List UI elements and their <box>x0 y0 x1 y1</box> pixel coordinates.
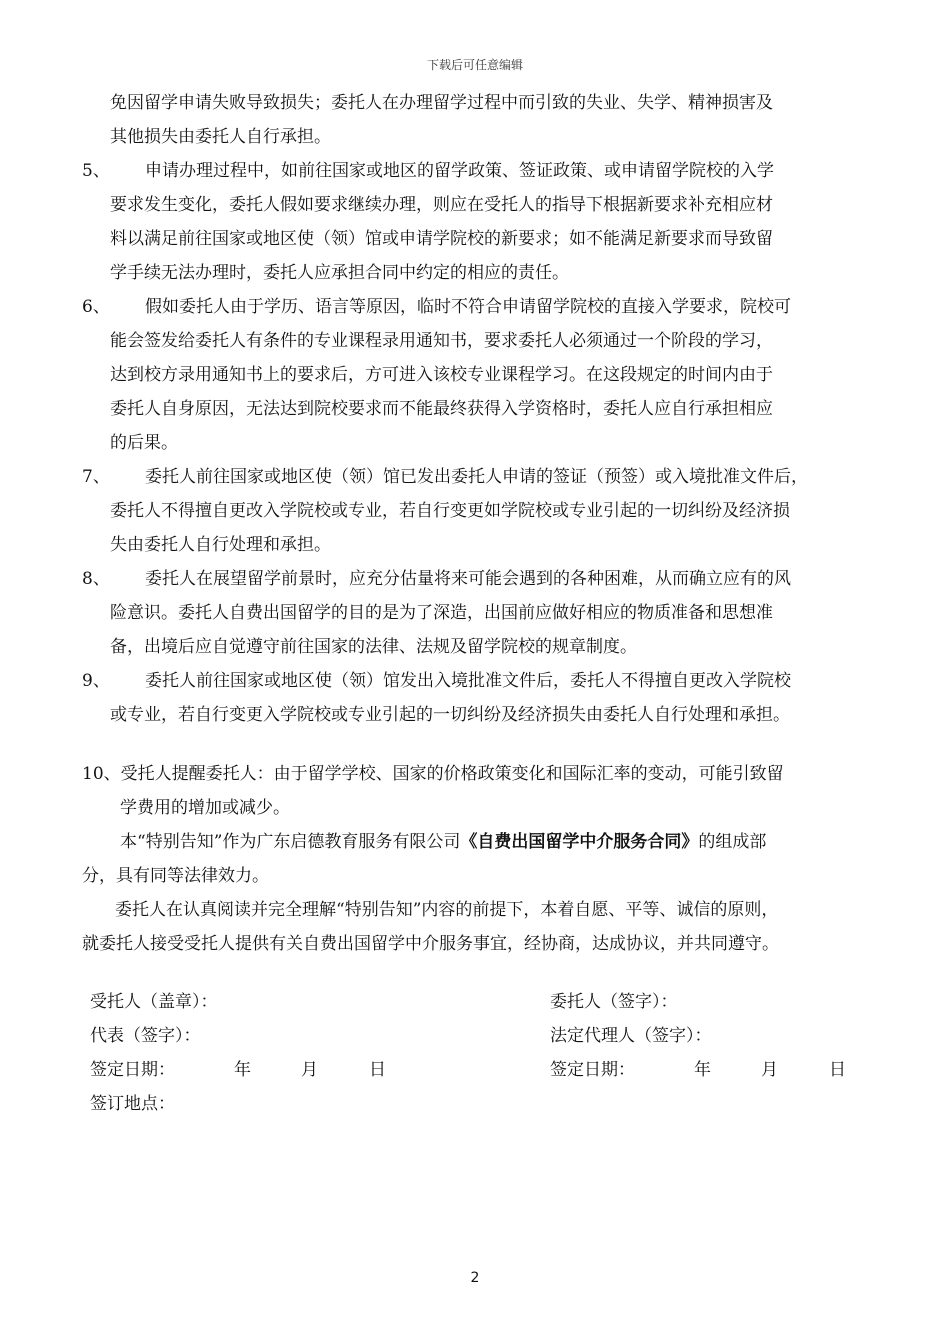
item-line: 委托人自身原因，无法达到院校要求而不能最终获得入学资格时，委托人应自行承担相应 <box>110 399 773 419</box>
item-number: 5、 <box>82 161 110 181</box>
page-number: 2 <box>470 1270 480 1286</box>
item-number: 6、 <box>82 297 110 317</box>
representative-sign-label: 代表（签字）： <box>90 1026 201 1046</box>
item-line: 失由委托人自行处理和承担。 <box>110 535 331 555</box>
year-label: 年 <box>234 1060 251 1080</box>
item-line: 委托人前往国家或地区使（领）馆已发出委托人申请的签证（预签）或入境批准文件后， <box>145 467 808 487</box>
item-line: 险意识。委托人自费出国留学的目的是为了深造，出国前应做好相应的物质准备和思想准 <box>110 603 773 623</box>
item-line: 委托人不得擅自更改入学院校或专业，若自行变更如学院校或专业引起的一切纠纷及经济损 <box>110 501 790 521</box>
item-10-line: 10、受托人提醒委托人：由于留学学校、国家的价格政策变化和国际汇率的变动，可能引致留 <box>82 764 784 784</box>
notice-text: 的组成部 <box>698 832 767 852</box>
intro-line: 其他损失由委托人自行承担。 <box>110 127 331 147</box>
closing-line: 就委托人接受受托人提供有关自费出国留学中介服务事宜，经协商，达成协议，并共同遵守。 <box>82 934 779 954</box>
sign-place-label: 签订地点： <box>90 1094 175 1114</box>
day-label: 日 <box>829 1060 846 1080</box>
item-number: 9、 <box>82 671 110 691</box>
item-line: 委托人前往国家或地区使（领）馆发出入境批准文件后，委托人不得擅自更改入学院校 <box>145 671 791 691</box>
item-line: 料以满足前往国家或地区使（领）馆或申请学院校的新要求；如不能满足新要求而导致留 <box>110 229 773 249</box>
item-line: 能会签发给委托人有条件的专业课程录用通知书，要求委托人必须通过一个阶段的学习， <box>110 331 773 351</box>
contract-title: 《自费出国留学中介服务合同》 <box>460 832 699 852</box>
notice-text: 本“特别告知”作为广东启德教育服务有限公司 <box>120 832 461 852</box>
notice-line <box>120 831 766 853</box>
item-line: 申请办理过程中，如前往国家或地区的留学政策、签证政策、或申请留学院校的入学 <box>145 161 774 181</box>
item-line: 假如委托人由于学历、语言等原因，临时不符合申请留学院校的直接入学要求，院校可 <box>145 297 791 317</box>
closing-line: 委托人在认真阅读并完全理解“特别告知”内容的前提下，本着自愿、平等、诚信的原则， <box>115 900 779 920</box>
notice-line: 分，具有同等法律效力。 <box>82 866 269 886</box>
item-line: 委托人在展望留学前景时，应充分估量将来可能会遇到的各种困难，从而确立应有的风 <box>145 569 791 589</box>
item-line: 备，出境后应自觉遵守前往国家的法律、法规及留学院校的规章制度。 <box>110 637 637 657</box>
intro-line: 免因留学申请失败导致损失；委托人在办理留学过程中而引致的失业、失学、精神损害及 <box>110 93 773 113</box>
month-label: 月 <box>761 1060 778 1080</box>
item-line: 或专业，若自行变更入学院校或专业引起的一切纠纷及经济损失由委托人自行处理和承担。 <box>110 705 790 725</box>
day-label: 日 <box>369 1060 386 1080</box>
client-sign-label: 委托人（签字）： <box>550 992 678 1012</box>
page-header: 下载后可任意编辑 <box>426 58 523 72</box>
item-10-line: 学费用的增加或减少。 <box>120 798 290 818</box>
item-line: 的后果。 <box>110 433 178 453</box>
item-line: 达到校方录用通知书上的要求后，方可进入该校专业课程学习。在这段规定的时间内由于 <box>110 365 773 385</box>
sign-date-label: 签定日期： <box>550 1060 635 1080</box>
month-label: 月 <box>301 1060 318 1080</box>
item-line: 学手续无法办理时，委托人应承担合同中约定的相应的责任。 <box>110 263 569 283</box>
legal-agent-sign-label: 法定代理人（签字）： <box>550 1026 712 1046</box>
item-line: 要求发生变化，委托人假如要求继续办理，则应在受托人的指导下根据新要求补充相应材 <box>110 195 773 215</box>
item-number: 7、 <box>82 467 110 487</box>
year-label: 年 <box>694 1060 711 1080</box>
trustee-seal-label: 受托人（盖章）： <box>90 992 218 1012</box>
item-number: 8、 <box>82 569 110 589</box>
sign-date-label: 签定日期： <box>90 1060 175 1080</box>
